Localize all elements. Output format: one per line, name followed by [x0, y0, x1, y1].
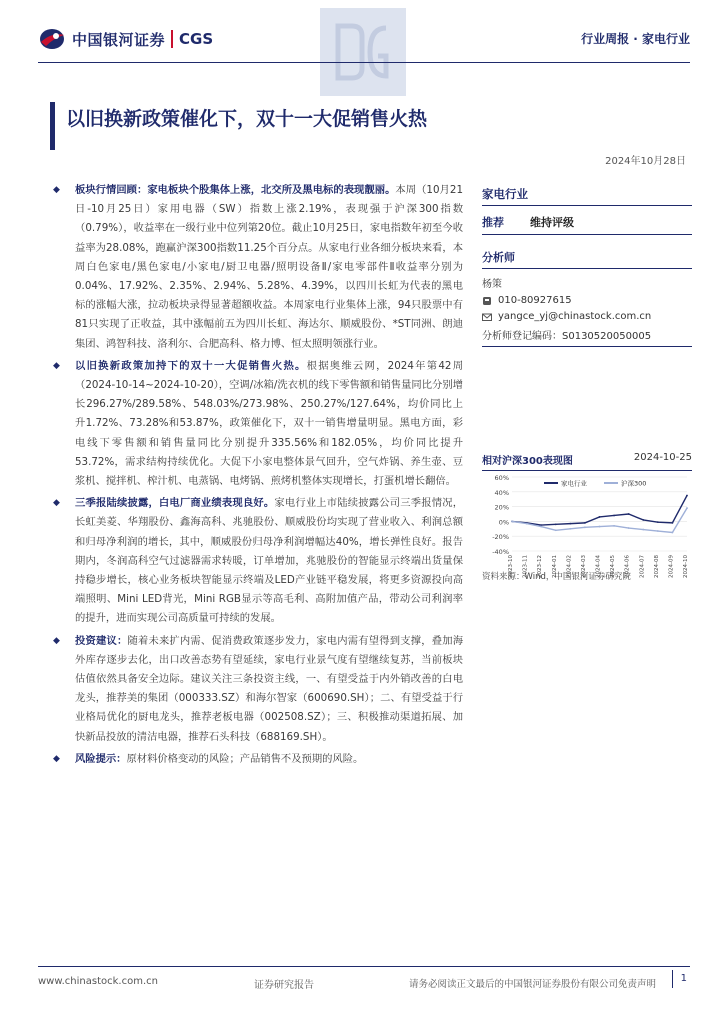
y-tick-label: -20% — [492, 533, 509, 542]
bullet-heading: 板块行情回顾：家电板块个股集体上涨，北交所及黑电标的表现靓丽。 — [75, 184, 396, 196]
chart-source: 资料来源：Wind，中国银河证券研究院 — [482, 572, 631, 582]
y-tick-label: -40% — [492, 548, 509, 556]
data-point — [613, 525, 615, 527]
rating-label: 推荐 — [482, 216, 504, 229]
series-line — [512, 496, 687, 526]
report-date: 2024年10月28日 — [605, 156, 686, 167]
y-tick-label: 0% — [498, 518, 509, 527]
footer-url[interactable]: www.chinastock.com.cn — [38, 976, 158, 987]
email-address[interactable]: yangce_yj@chinastock.com.cn — [498, 311, 652, 322]
chart-header — [482, 452, 692, 471]
analyst-section-title: 分析师 — [482, 249, 692, 269]
relative-performance-chart — [482, 452, 692, 586]
bullet-body: 家电行业上市陆续披露公司三季报情况，长虹美菱、华翔股份、鑫海高科、兆驰股份、顺威股份均实现了营业收入、利润总额和归母净利润的增长，其中，顺威股份归母净利润增幅达40%，增长弹性良好。报告期内，冬润高科空气过滤器需求转暖，订单增加，兆驰股份的智能显示终端出货量保持稳步增长，核心业务板块智能显示终端及LED产业链平稳发展，将更多资源投向高端照明、Mini LED背光，Mini RGB显示等高毛利、高附加值产品，带动公司利润率的提升，进而实现公司高质量可持续的发展。 — [75, 497, 463, 625]
bullet-heading: 风险提示： — [75, 752, 127, 765]
x-tick-label: 2024-08 — [653, 555, 660, 578]
footer-report-label: 证券研究报告 — [254, 980, 314, 991]
chart-title: 相对沪深300表现图 — [482, 456, 573, 467]
data-point — [555, 529, 557, 531]
logo-divider — [171, 30, 173, 48]
bullet-double-eleven — [53, 357, 463, 491]
x-tick-label: 2023-11 — [522, 555, 529, 578]
data-point — [599, 516, 601, 518]
footer-disclaimer: 请务必阅读正文最后的中国银河证券股份有限公司免责声明 — [409, 979, 657, 990]
analyst-phone — [482, 295, 692, 306]
title-accent-bar — [50, 102, 55, 150]
x-tick-label: 2024-02 — [566, 555, 573, 578]
series-line — [512, 508, 687, 532]
summary-bullets — [53, 181, 463, 772]
x-tick-label: 2024-03 — [580, 555, 587, 578]
y-tick-label: 60% — [494, 474, 509, 482]
x-tick-label: 2024-04 — [595, 555, 602, 578]
legend-label: 家电行业 — [561, 479, 587, 488]
report-title: 以旧换新政策催化下，双十一大促销售火热 — [66, 108, 428, 130]
data-point — [584, 526, 586, 528]
data-point — [642, 519, 644, 521]
brand-watermark-icon — [318, 6, 408, 98]
data-point — [540, 526, 542, 528]
bullet-body: 根据奥维云网，2024年第42周（2024-10-14~2024-10-20），空调/冰箱/洗衣机的线下零售额和销售量同比分别增长296.27%/289.58%、548.03%/273.98%、250.27%/127.64%，均价同比上升1.72%、73.28%和53.87%，政策催化下，双十一销售增量明显。黑电方面，彩电线下零售额和销售量同比分别提升335.56%和182.05%，均价同比提升53.72%，需求结构持续优化。大促下小家电整体景气回升，空气炸锅、养生壶、豆浆机、搅拌机、榨汁机、电蒸锅、电烤锅、煎烤机整体实现增长，打蛋机增长翻倍。 — [75, 359, 464, 488]
page-number: 1 — [672, 970, 687, 988]
bullet-market-review — [53, 181, 463, 354]
bullet-body: 随着未来扩内需、促消费政策逐步发力，家电内需有望得到支撑，叠加海外库存逐步去化，出口改善态势有望延续，家电行业景气度有望继续复苏，当前板块估值依然具备安全边际。建议关注三条投资主线，一、有望受益于内外销改善的白电龙头，推荐美的集团（000333.SZ）和海尔智家（600690.SH）；二、有望受益于行业格局优化的厨电龙头，推荐老板电器（002508.SZ）；三、积极推动渠道拓展、加快新品投放的清洁电器，推荐石头科技（688169.SH）。 — [75, 634, 464, 743]
data-point — [613, 515, 615, 517]
data-point — [642, 529, 644, 531]
phone-number: 010-80927615 — [498, 295, 572, 306]
data-point — [569, 523, 571, 525]
data-point — [686, 495, 688, 497]
analyst-email — [482, 311, 692, 322]
data-point — [526, 523, 528, 525]
sidebar — [482, 186, 692, 347]
x-tick-label: 2024-05 — [610, 555, 617, 578]
bullet-body: 原材料价格变动的风险；产品销售不及预期的风险。 — [126, 752, 364, 765]
data-point — [555, 523, 557, 525]
analyst-name: 杨策 — [482, 279, 502, 290]
bullet-heading: 以旧换新政策加持下的双十一大促销售火热。 — [75, 359, 307, 372]
bullet-investment-advice — [53, 632, 463, 747]
x-tick-label: 2024-07 — [639, 555, 646, 578]
footer-divider — [38, 966, 690, 967]
galaxy-logo-icon — [38, 26, 66, 52]
data-point — [657, 530, 659, 532]
y-tick-label: 20% — [494, 503, 509, 512]
header-divider — [38, 62, 690, 63]
analyst-cert: 分析师登记编码：S0130520050005 — [482, 327, 692, 347]
data-point — [672, 532, 674, 534]
x-tick-label: 2024-10 — [683, 555, 689, 578]
data-point — [628, 513, 630, 515]
logo-chinese-text: 中国银河证券 — [72, 30, 166, 49]
x-tick-label: 2024-06 — [624, 555, 631, 578]
rating-row — [482, 214, 692, 235]
data-point — [569, 528, 571, 530]
data-point — [511, 521, 513, 523]
logo-english-text: CGS — [179, 30, 214, 48]
email-icon — [482, 312, 492, 322]
x-tick-label: 2023-12 — [537, 555, 544, 578]
bullet-heading: 投资建议： — [75, 634, 128, 647]
x-tick-label: 2023-10 — [508, 555, 514, 578]
data-point — [657, 521, 659, 523]
industry-label: 家电行业 — [482, 186, 692, 206]
bullet-body: 本周（10月21日-10月25日）家用电器（SW）指数上涨2.19%，表现强于沪深300指数（0.79%），收益率在一级行业中位列第20位。截止10月25日，家电指数年初至今收益率为28.08%，跑赢沪深300指数11.25个百分点。从家电行业各细分板块来看，本周白色家电/黑色家电/小家电/厨卫电器/照明设备Ⅱ/家电零部件Ⅱ收益率分别为0.04%、17.92%、2.35%、2.94%、5.28%、4.39%，以四川长虹为代表的黑电标的涨幅大涨，拉动板块录得显著超额收益。本周家电行业集体上涨，94只股票中有81只实现了正收益，其中涨幅前五为四川长虹、海达尔、顺威股份、*ST同洲、朗迪集团、鸿智科技、洛利尔、合肥高科、格力博、恒太照明领涨行业。 — [75, 184, 463, 350]
report-type: 行业周报 · 家电行业 — [581, 32, 690, 46]
company-logo — [38, 26, 213, 52]
bullet-heading: 三季报陆续披露，白电厂商业绩表现良好。 — [75, 497, 275, 510]
data-point — [628, 527, 630, 529]
bullet-q3-reports — [53, 494, 463, 628]
bullet-risk-warning — [53, 750, 463, 769]
x-tick-label: 2024-09 — [668, 555, 675, 578]
data-point — [599, 526, 601, 528]
data-point — [584, 522, 586, 524]
legend-label: 沪深300 — [621, 479, 647, 488]
chart-plot — [482, 471, 692, 579]
rating-value: 维持评级 — [530, 216, 574, 229]
data-point — [686, 507, 688, 509]
x-tick-label: 2024-01 — [551, 555, 558, 578]
chart-date: 2024-10-25 — [633, 452, 692, 463]
y-tick-label: 40% — [494, 488, 509, 497]
data-point — [672, 522, 674, 524]
phone-icon — [482, 296, 492, 306]
